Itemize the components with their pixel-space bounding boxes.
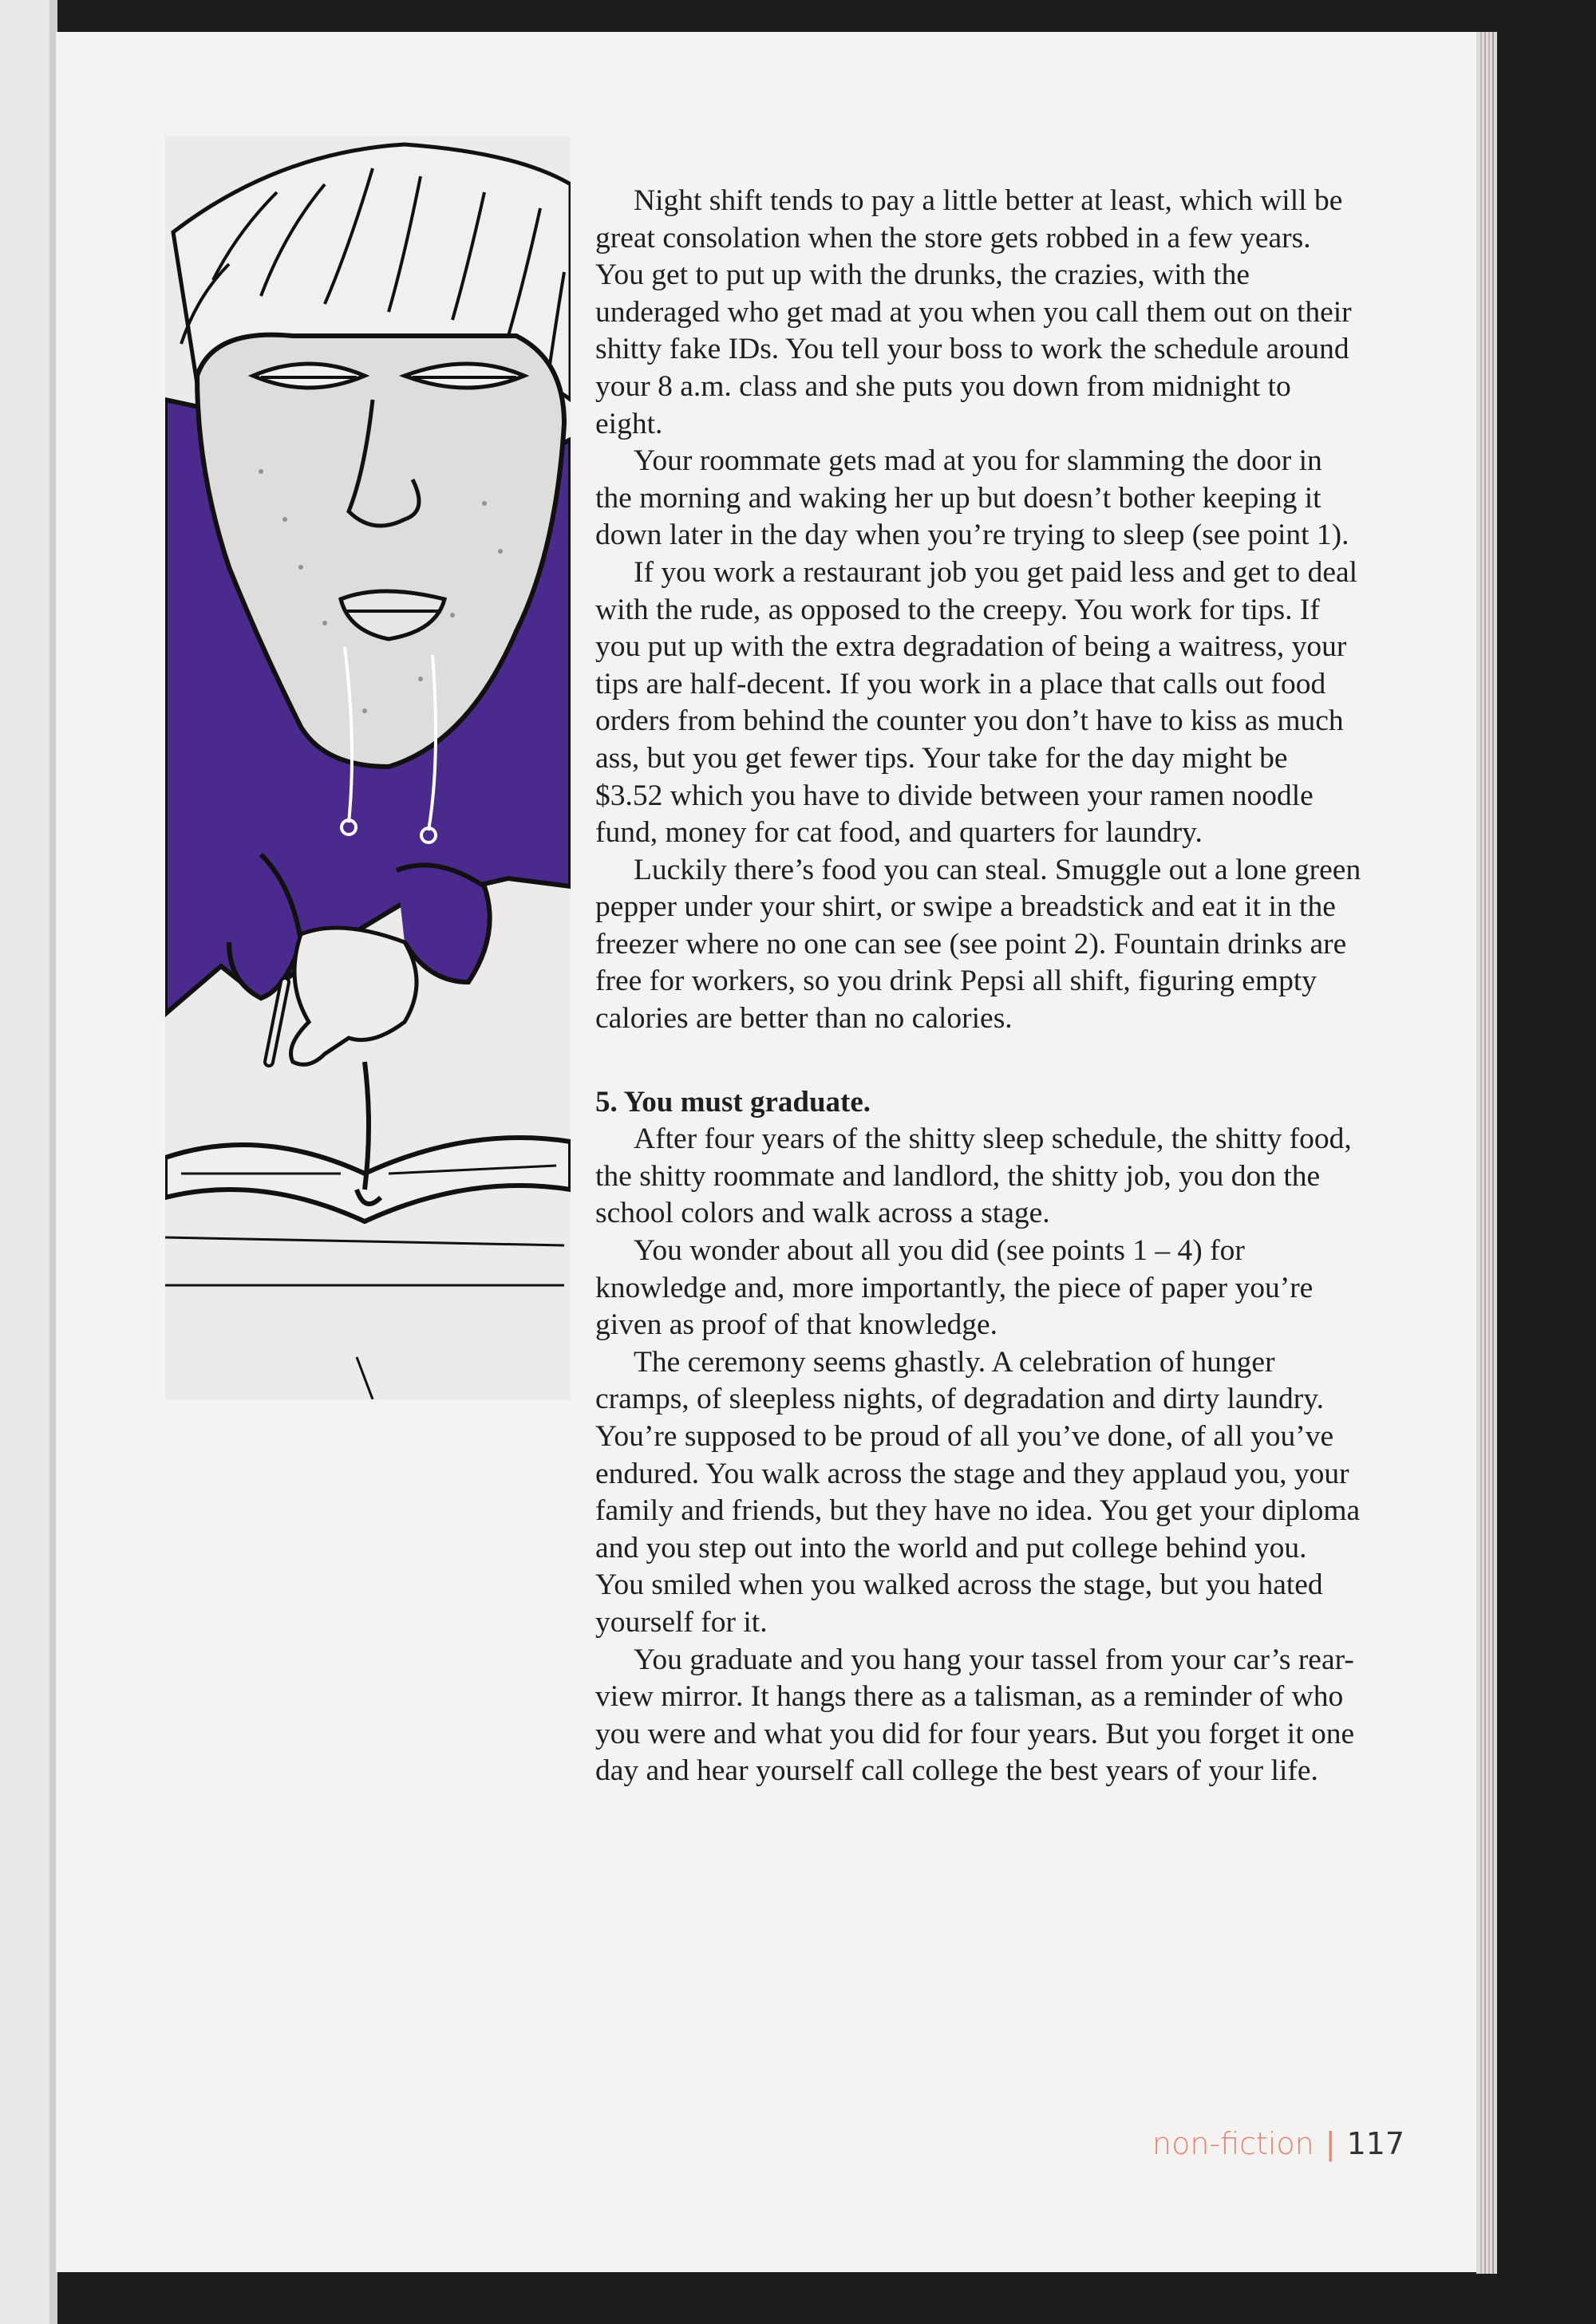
paragraph-four-years: After four years of the shitty sleep schedule, the shitty food, the shitty roommate and landlord, the shitty job, you don the school colors and walk across a stage. — [595, 1123, 1352, 1230]
paragraph-ceremony: The ceremony seems ghastly. A celebration of hunger cramps, of sleepless nights, of degradation and dirty laundry. You’re supposed to be proud of all you’ve done, of all you’ve endured. You walk across the stage and they applaud you, your family and friends, but they have no idea. You get your diploma and you step out into the world and put college behind you. You smiled when you walked across the stage, but you hated yourself for it. — [595, 1345, 1361, 1639]
page-footer — [1152, 2125, 1404, 2162]
paragraph-roommate: Your roommate gets mad at you for slamming the door in the morning and waking her up but doesn’t bother keeping it down later in the day when you’re trying to sleep (see point 1). — [595, 444, 1349, 552]
page-edges — [1476, 32, 1497, 2274]
paragraph-wonder: You wonder about all you did (see points 1 – 4) for knowledge and, more importantly, the piece of paper you’re given as proof of that knowledge. — [595, 1234, 1314, 1342]
paragraph-night-shift: Night shift tends to pay a little better at least, which will be great consolation when the store gets robbed in a few years. You get to put up with the drunks, the crazies, with the underaged who get mad at you when you call them out on their shitty fake IDs. You tell your boss to work the schedule around your 8 a.m. class and she puts you down from midnight to eight. — [595, 184, 1352, 440]
page-number: 117 — [1346, 2126, 1405, 2161]
paragraph-restaurant-job: If you work a restaurant job you get paid less and get to deal with the rude, as opposed to the creepy. You work for tips. If you put up with the extra degradation of being a waitress, your tips are half-decent. If you work in a place that calls out food orders from behind the counter you don’t have to kiss as much ass, but you get fewer tips. Your take for the day might be $3.52 which you have to divide between your ramen noodle fund, money for cat food, and quarters for laundry. — [595, 555, 1358, 850]
paragraph-steal-food: Luckily there’s food you can steal. Smuggle out a lone green pepper under your shirt, or swipe a breadstick and eat it in the freezer where no one can see (see point 2). Fountain drinks are free for workers, so you drink Pepsi all shift, figuring empty calories are better than no calories. — [595, 853, 1361, 1036]
footer-section-label: non-fiction — [1152, 2126, 1314, 2161]
footer-separator: | — [1325, 2126, 1336, 2161]
section-heading-graduate: 5. You must graduate. — [595, 1085, 871, 1119]
paragraph-tassel: You graduate and you hang your tassel from your car’s rear-view mirror. It hangs there as a talisman, as a reminder of who you were and what you did for four years. But you forget it one day and hear yourself call college the best years of your life. — [595, 1643, 1355, 1788]
article-text-column — [595, 183, 1361, 1790]
hoodie-figure-illustration — [165, 136, 571, 1399]
